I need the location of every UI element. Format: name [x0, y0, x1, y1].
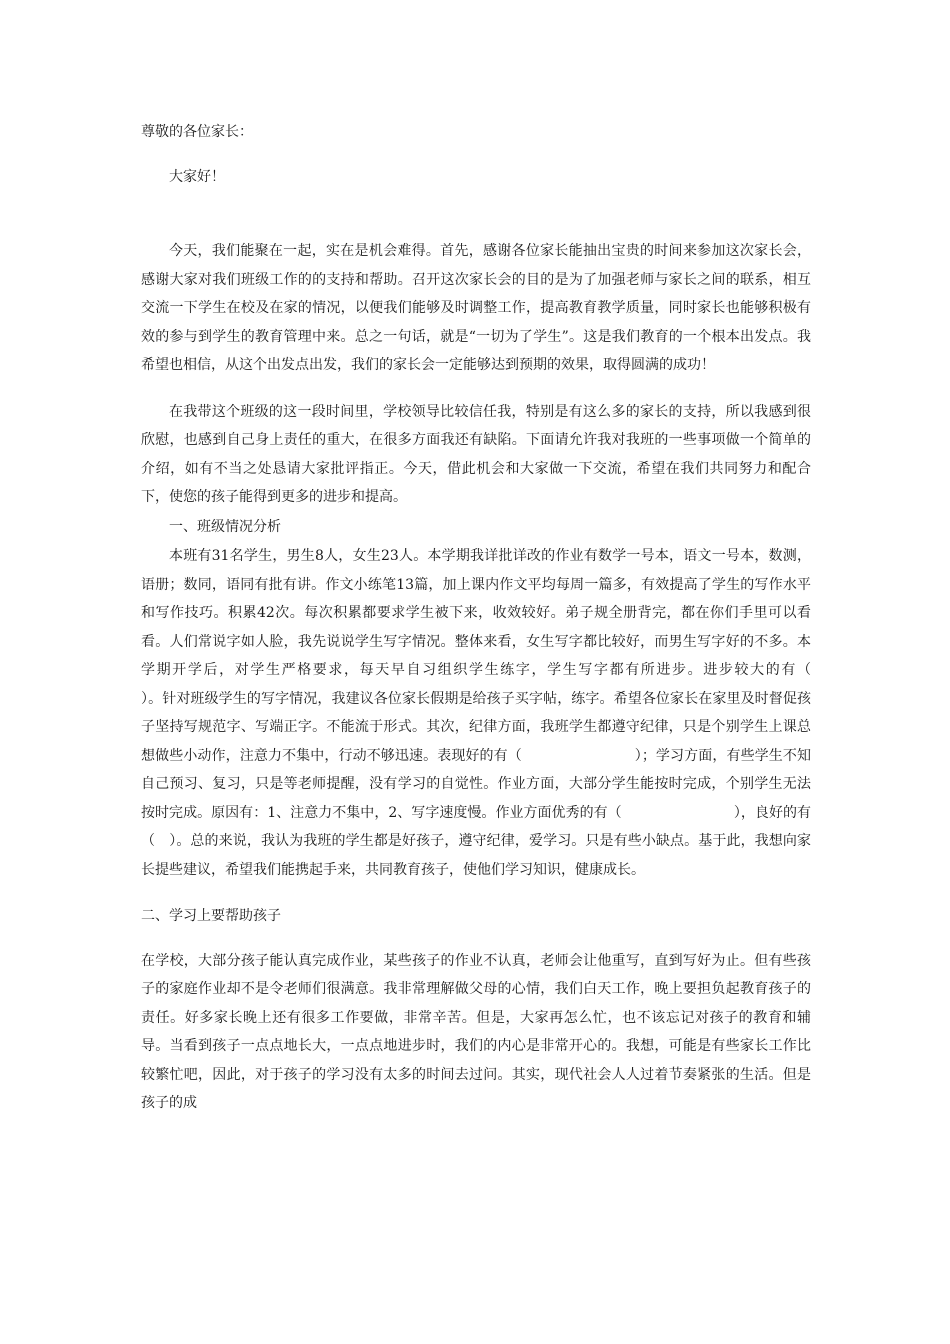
salutation: 尊敬的各位家长： — [141, 124, 253, 140]
paragraph-study-help: 在学校，大部分孩子能认真完成作业，某些孩子的作业不认真，老师会让他重写，直到写好为止。但有些孩子的家庭作业却不是令老师们很满意。我非常理解做父母的心情，我们白天工作，晚上要担负起教育孩子的责任。好多家长晚上还有很多工作要做，非常辛苦。但是，大家再怎么忙，也不该忘记对孩子的教育和辅导。当看到孩子一点点地长大，一点点地进步时，我们的内心是非常开心的。我想，可能是有些家长工作比较繁忙吧，因此，对于孩子的学习没有太多的时间去过问。其实，现代社会人人过着节奏紧张的生活。但是孩子的成 — [141, 952, 811, 1111]
paragraph-class-analysis: 本班有31名学生，男生8人，女生23人。本学期我详批详改的作业有数学一号本，语文一号本，数测，语册；数同，语同有批有讲。作文小练笔13篇，加上课内作文平均每周一篇多，有效提高了学生的写作水平和写作技巧。积累42次。每次积累都要求学生被下来，收效较好。弟子规全册背完，都在你们手里可以看看。人们常说字如人脸，我先说说学生写字情况。整体来看，女生写字都比较好，而男生写字好的不多。本学期开学后，对学生严格要求，每天早自习组织学生练字，学生写字都有所进步。进步较大的有（ ）。针对班级学生的写字情况，我建议各位家长假期是给孩子买字帖，练字。希望各位家长在家里及时督促孩子坚持写规范字、写端正字。不能流于形式。其次，纪律方面，我班学生都遵守纪律，只是个别学生上课总想做些小动作，注意力不集中，行动不够迅速。表现好的有（ ）；学习方面，有些学生不知自己预习、复习，只是等老师提醒，没有学习的自觉性。作业方面，大部分学生能按时完成，个别学生无法按时完成。原因有：1、注意力不集中，2、写字速度慢。作业方面优秀的有（ ），良好的有（ ）。总的来说，我认为我班的学生都是好孩子，遵守纪律，爱学习。只是有些小缺点。基于此，我想向家长提些建议，希望我们能携起手来，共同教育孩子，使他们学习知识，健康成长。 — [141, 548, 867, 878]
paragraph-introduction: 在我带这个班级的这一段时间里，学校领导比较信任我，特别是有这么多的家长的支持，所以我感到很欣慰，也感到自己身上责任的重大，在很多方面我还有缺陷。下面请允许我对我班的一些事项做一个简单的介绍，如有不当之处恳请大家批评指正。今天，借此机会和大家做一下交流，希望在我们共同努力和配合下，使您的孩子能得到更多的进步和提高。 — [141, 403, 811, 505]
paragraph-opening: 今天，我们能聚在一起，实在是机会难得。首先，感谢各位家长能抽出宝贵的时间来参加这次家长会，感谢大家对我们班级工作的的支持和帮助。召开这次家长会的目的是为了加强老师与家长之间的联系，相互交流一下学生在校及在家的情况，以便我们能够及时调整工作，提高教育教学质量，同时家长也能够积极有效的参与到学生的教育管理中来。总之一句话，就是“一切为了学生”。这是我们教育的一个根本出发点。我希望也相信，从这个出发点出发，我们的家长会一定能够达到预期的效果，取得圆满的成功！ — [141, 243, 811, 373]
section-heading-class-analysis: 一、班级情况分析 — [169, 518, 281, 535]
greeting: 大家好！ — [169, 168, 225, 185]
letter-body — [141, 118, 867, 1118]
section-heading-study-help: 二、学习上要帮助孩子 — [141, 908, 281, 924]
